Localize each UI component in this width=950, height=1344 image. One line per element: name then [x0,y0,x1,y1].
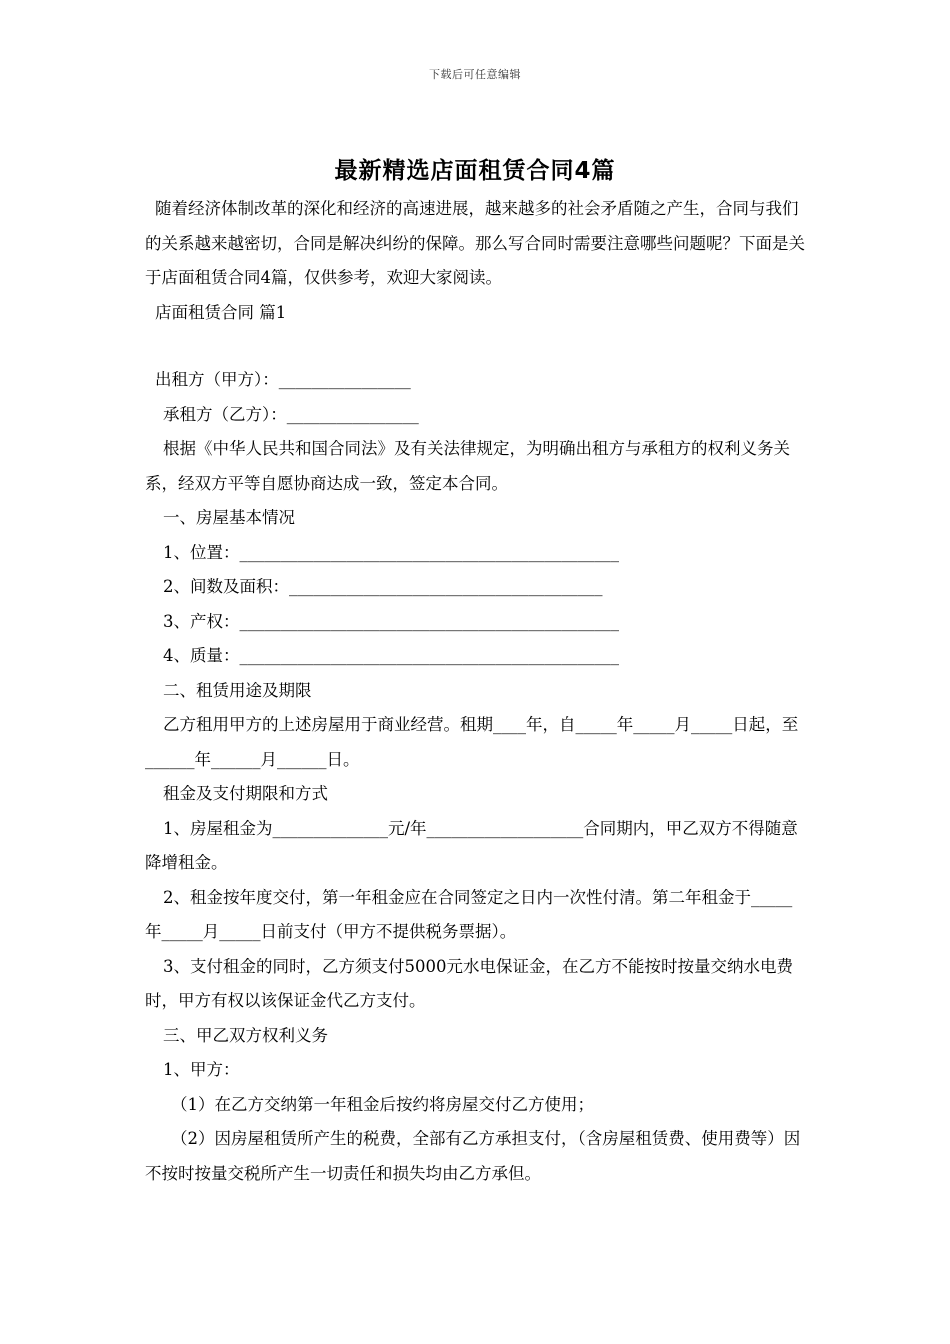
rent-amount-paragraph: 1、房屋租金为______________元/年___________________合同期内，甲乙双方不得随意降增租金。 [145,818,798,872]
utility-deposit-paragraph: 3、支付租金的同时，乙方须支付5000元水电保证金，在乙方不能按时按量交纳水电费时，甲方有权以该保证金代乙方支付。 [145,956,793,1010]
section-heading-rights: 三、甲乙双方权利义务 [163,1025,328,1045]
property-location-line: 1、位置：______________________________________________ [163,542,619,562]
rent-payment-paragraph: 2、租金按年度交付，第一年租金应在合同签定之日内一次性付清。第二年租金于_____年_____月_____日前支付（甲方不提供税务票据）。 [145,887,793,941]
section-heading-property: 一、房屋基本情况 [163,508,295,527]
intro-paragraph: 随着经济体制改革的深化和经济的高速进展，越来越多的社会矛盾随之产生，合同与我们的关系越来越密切，合同是解决纠纷的保障。那么写合同时需要注意哪些问题呢？下面是关于店面租赁合同4篇，仅供参考，欢迎大家阅读。 [145,199,805,287]
document-title: 最新精选店面租赁合同4篇 [334,158,616,184]
legal-basis-paragraph: 根据《中华人民共和国合同法》及有关法律规定，为明确出租方与承租方的权利义务关系，经双方平等自愿协商达成一致，签定本合同。 [145,439,790,493]
blank-gap [145,330,807,363]
lease-term-paragraph: 乙方租用甲方的上述房屋用于商业经营。租期____年，自_____年_____月_____日起，至______年______月______日。 [145,715,799,769]
section-heading-usage-term: 二、租赁用途及期限 [163,680,312,700]
page-header-note: 下载后可任意编辑 [429,68,521,81]
party-a-heading: 1、甲方： [163,1060,240,1079]
lessee-line: 承租方（乙方）：________________ [163,404,419,424]
section-heading-rent: 租金及支付期限和方式 [163,784,328,803]
document-body [145,192,807,1191]
property-ownership-line: 3、产权：______________________________________________ [163,611,619,631]
section-heading-contract-1: 店面租赁合同 篇1 [155,302,287,322]
party-a-clause-2: （2）因房屋租赁所产生的税费，全部有乙方承担支付，（含房屋租赁费、使用费等）因不按时按量交税所产生一切责任和损失均由乙方承但。 [145,1129,801,1183]
property-area-line: 2、间数及面积：______________________________________ [163,577,603,596]
property-quality-line: 4、质量：______________________________________________ [163,646,619,665]
lessor-line: 出租方（甲方）：________________ [155,370,411,389]
party-a-clause-1: （1）在乙方交纳第一年租金后按约将房屋交付乙方使用； [171,1094,594,1114]
